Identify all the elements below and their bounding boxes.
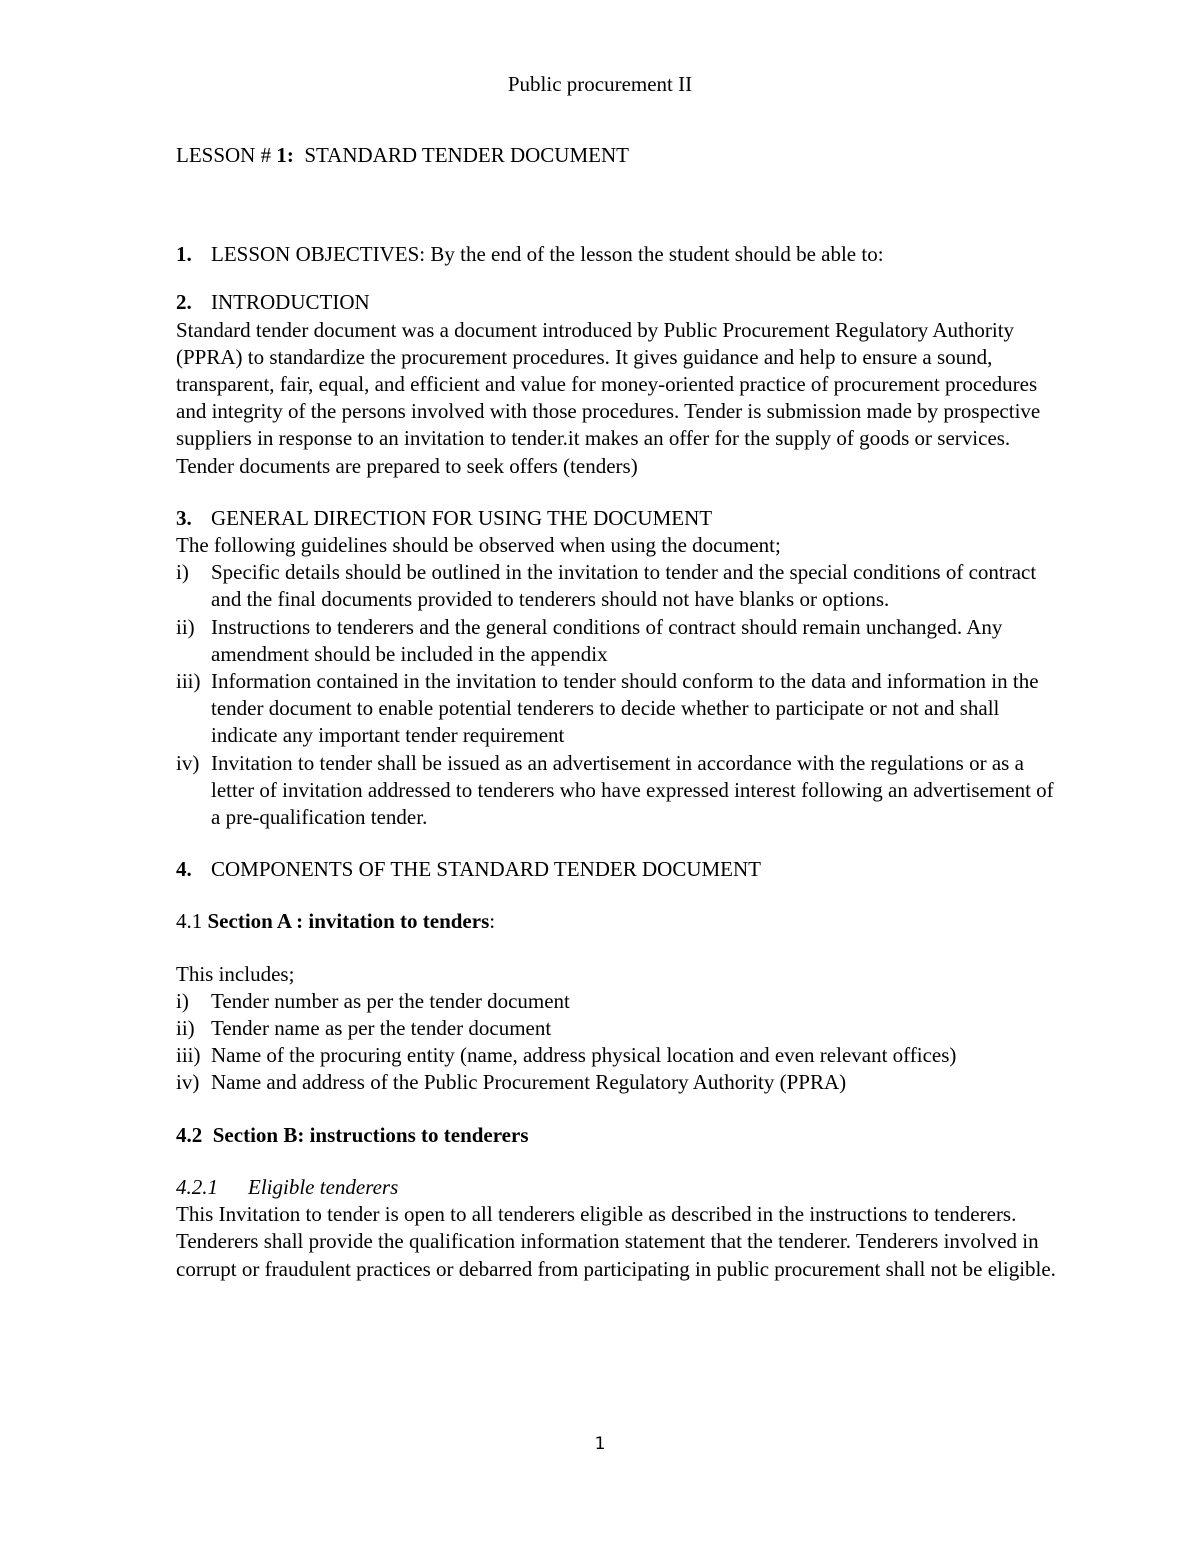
- section-1-heading: LESSON OBJECTIVES:: [211, 242, 426, 267]
- list-item: [176, 1069, 1066, 1096]
- list-item-text: Specific details should be outlined in the invitation to tender and the special conditions of contract and the final documents provided to tenderers should not have blanks or options.: [211, 560, 1037, 612]
- list-marker: iv): [176, 1070, 200, 1095]
- section-4-1-number: 4.1: [176, 909, 208, 934]
- list-item-text: Information contained in the invitation to tender should conform to the data and information in the tender document to enable potential tenderers to decide whether to participate or not and shall indicate any important tender requirement: [211, 669, 1039, 748]
- section-1-text: By the end of the lesson the student should be able to:: [425, 242, 884, 267]
- list-item: [176, 668, 1066, 750]
- lesson-number: 1:: [276, 143, 294, 167]
- list-marker: i): [176, 560, 189, 585]
- section-4-2-1-body: This Invitation to tender is open to all tenderers eligible as described in the instructions to tenderers. Tenderers shall provide the qualification information statement that the tenderer. Tenderers involved in corrupt or fraudulent practices or debarred from participating in public procurement shall not be eligible.: [176, 1202, 1056, 1281]
- section-4-2-1-heading-line: [176, 1174, 1066, 1201]
- list-marker: i): [176, 988, 189, 1013]
- list-item-text: Tender number as per the tender document: [211, 988, 570, 1013]
- list-item: [176, 1042, 1066, 1069]
- section-3-heading-line: [176, 505, 1066, 532]
- section-4-2-1-heading: Eligible tenderers: [248, 1174, 399, 1199]
- section-4-number: 4.: [176, 857, 192, 882]
- section-3-heading: GENERAL DIRECTION FOR USING THE DOCUMENT: [211, 505, 713, 530]
- list-item-text: Invitation to tender shall be issued as an advertisement in accordance with the regulations or as a letter of invitation addressed to tenderers who have expressed interest following an advertisement of a pre-qualification tender.: [211, 750, 1054, 830]
- section-2-body: Standard tender document was a document introduced by Public Procurement Regulatory Authority (PPRA) to standardize the procurement procedures. It gives guidance and help to ensure a sound, transparent, fair, equal, and efficient and value for money-oriented practice of procurement procedures and integrity of the persons involved with those procedures. Tender is submission made by prospective suppliers in response to an invitation to tender.it makes an offer for the supply of goods or services. Tender documents are prepared to seek offers (tenders): [176, 317, 1041, 478]
- section-2-heading: INTRODUCTION: [211, 290, 370, 315]
- section-2-number: 2.: [176, 290, 192, 315]
- section-4-2-1-number: 4.2.1: [176, 1174, 218, 1199]
- list-item: [176, 988, 1066, 1015]
- list-marker: iv): [176, 750, 200, 775]
- section-3-intro: The following guidelines should be observed when using the document;: [176, 533, 781, 558]
- list-item: [176, 559, 1066, 613]
- section-4-heading-line: [176, 856, 1066, 883]
- lesson-title-text: STANDARD TENDER DOCUMENT: [293, 143, 629, 167]
- list-item: [176, 614, 1066, 668]
- lesson-prefix: LESSON #: [176, 143, 277, 167]
- section-1: [176, 241, 1066, 268]
- section-4-1-colon: :: [489, 909, 496, 934]
- list-marker: iii): [176, 1043, 201, 1068]
- section-4-heading: COMPONENTS OF THE STANDARD TENDER DOCUMENT: [211, 857, 761, 882]
- section-3-number: 3.: [176, 505, 192, 530]
- section-1-number: 1.: [176, 242, 192, 267]
- document-body: [176, 142, 1066, 1283]
- list-item-text: Name and address of the Public Procurement Regulatory Authority (PPRA): [211, 1070, 847, 1095]
- section-4-1-heading: Section A : invitation to tenders: [207, 909, 490, 934]
- section-2-heading-line: [176, 289, 1066, 316]
- section-4-1-heading-line: [176, 908, 1066, 935]
- list-marker: iii): [176, 669, 201, 694]
- section-4-2-heading: 4.2 Section B: instructions to tenderers: [176, 1122, 529, 1147]
- page-number: 1: [594, 1434, 606, 1454]
- list-marker: ii): [176, 1016, 195, 1041]
- list-item-text: Instructions to tenderers and the general conditions of contract should remain unchanged. Any amendment should be included in the appendix: [211, 614, 1003, 666]
- section-4-1-intro: This includes;: [176, 961, 295, 986]
- list-marker: ii): [176, 614, 195, 639]
- list-item: [176, 1015, 1066, 1042]
- lesson-title: [176, 142, 1066, 169]
- list-item: [176, 750, 1066, 832]
- list-item-text: Tender name as per the tender document: [211, 1016, 552, 1041]
- list-item-text: Name of the procuring entity (name, address physical location and even relevant offices): [211, 1043, 957, 1068]
- running-header: Public procurement II: [507, 72, 693, 96]
